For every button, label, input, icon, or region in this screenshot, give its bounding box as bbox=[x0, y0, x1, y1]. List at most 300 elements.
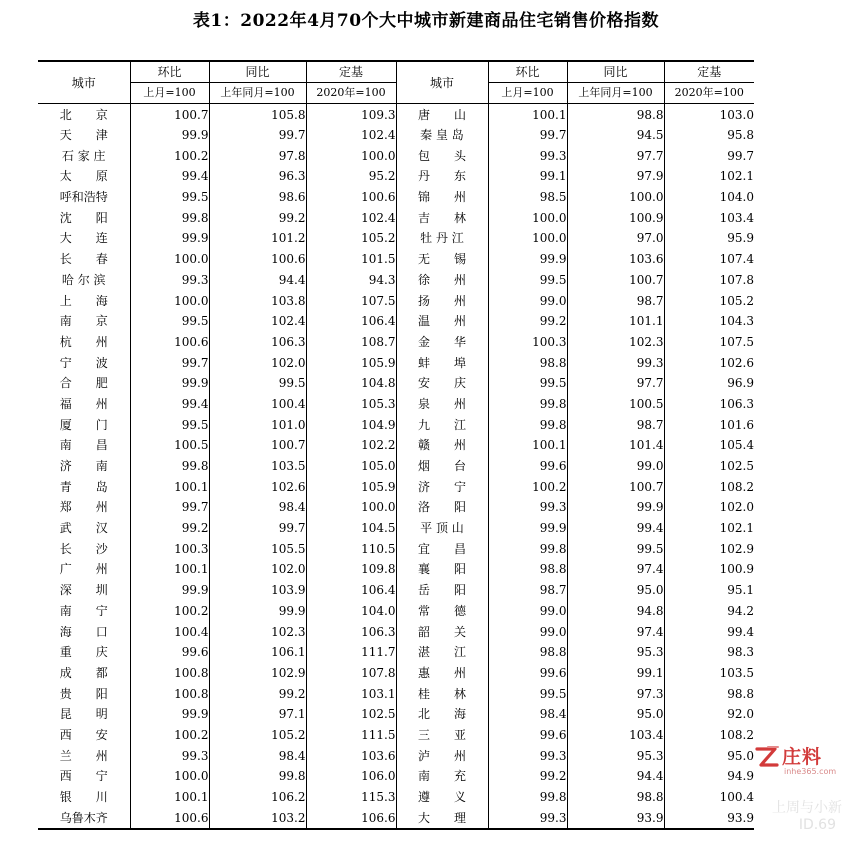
city-name-left: 上 海 bbox=[59, 293, 108, 308]
logo-site-text: inhe365.com bbox=[784, 767, 837, 776]
fixed-value-left: 105.9 bbox=[306, 352, 396, 373]
mom-value-right: 100.3 bbox=[488, 332, 567, 353]
yoy-value-right: 98.8 bbox=[567, 787, 664, 808]
fixed-value-left: 100.0 bbox=[306, 145, 396, 166]
mom-value-right: 100.1 bbox=[488, 104, 567, 125]
table-row bbox=[38, 766, 754, 787]
fixed-value-right: 94.2 bbox=[664, 601, 754, 622]
city-name-right: 唐 山 bbox=[396, 104, 488, 125]
mom-value-right: 100.1 bbox=[488, 435, 567, 456]
mom-value-left: 100.3 bbox=[130, 538, 209, 559]
yoy-value-right: 97.7 bbox=[567, 145, 664, 166]
yoy-value-left: 103.5 bbox=[209, 456, 306, 477]
table-row bbox=[38, 580, 754, 601]
mom-value-right: 99.0 bbox=[488, 290, 567, 311]
mom-value-left: 99.5 bbox=[130, 311, 209, 332]
city-name-left: 沈 阳 bbox=[59, 210, 108, 225]
mom-value-right: 99.1 bbox=[488, 166, 567, 187]
city-name-right: 丹 东 bbox=[396, 166, 488, 187]
city-name-left: 海 口 bbox=[59, 624, 108, 639]
yoy-value-right: 98.7 bbox=[567, 414, 664, 435]
mom-value-right: 99.8 bbox=[488, 787, 567, 808]
yoy-value-left: 101.2 bbox=[209, 228, 306, 249]
fixed-value-left: 104.9 bbox=[306, 414, 396, 435]
fixed-value-left: 105.0 bbox=[306, 456, 396, 477]
city-name-left: 成 都 bbox=[59, 665, 108, 680]
fixed-value-left: 101.5 bbox=[306, 249, 396, 270]
fixed-value-left: 110.5 bbox=[306, 538, 396, 559]
mom-value-left: 99.9 bbox=[130, 580, 209, 601]
table-row bbox=[38, 373, 754, 394]
table-row bbox=[38, 621, 754, 642]
fixed-value-left: 102.4 bbox=[306, 207, 396, 228]
yoy-value-right: 97.4 bbox=[567, 621, 664, 642]
city-name-left: 郑 州 bbox=[59, 500, 108, 515]
city-name-left: 天 津 bbox=[59, 128, 108, 143]
table-row bbox=[38, 414, 754, 435]
city-name-left: 宁 波 bbox=[59, 355, 108, 370]
mom-value-left: 99.4 bbox=[130, 166, 209, 187]
fixed-value-left: 109.8 bbox=[306, 559, 396, 580]
yoy-value-right: 100.0 bbox=[567, 187, 664, 208]
fixed-value-left: 105.2 bbox=[306, 228, 396, 249]
table-row bbox=[38, 332, 754, 353]
yoy-value-left: 99.7 bbox=[209, 125, 306, 146]
city-name-right: 泉 州 bbox=[396, 394, 488, 415]
watermark-line-2: ID.69 bbox=[798, 817, 836, 833]
logo-brand-text: 庄料 bbox=[782, 746, 823, 768]
table-row bbox=[38, 125, 754, 146]
mom-value-left: 100.4 bbox=[130, 621, 209, 642]
mom-value-right: 98.4 bbox=[488, 704, 567, 725]
yoy-value-left: 99.2 bbox=[209, 683, 306, 704]
mom-value-left: 100.0 bbox=[130, 249, 209, 270]
mom-value-right: 98.8 bbox=[488, 352, 567, 373]
mom-value-left: 100.1 bbox=[130, 787, 209, 808]
yoy-value-left: 106.1 bbox=[209, 642, 306, 663]
fixed-value-left: 109.3 bbox=[306, 104, 396, 125]
mom-value-right: 100.0 bbox=[488, 207, 567, 228]
yoy-value-left: 99.7 bbox=[209, 518, 306, 539]
yoy-value-right: 98.7 bbox=[567, 290, 664, 311]
mom-header-right: 环比 bbox=[488, 61, 567, 83]
city-name-left: 深 圳 bbox=[59, 583, 108, 598]
yoy-value-left: 102.4 bbox=[209, 311, 306, 332]
fixed-value-left: 102.2 bbox=[306, 435, 396, 456]
city-name-left: 厦 门 bbox=[59, 417, 108, 432]
mom-value-left: 100.8 bbox=[130, 683, 209, 704]
city-name-right: 安 庆 bbox=[396, 373, 488, 394]
yoy-value-left: 100.6 bbox=[209, 249, 306, 270]
fixed-value-left: 105.9 bbox=[306, 476, 396, 497]
fixed-value-right: 101.6 bbox=[664, 414, 754, 435]
page-title: 表1：2022年4月70个大中城市新建商品住宅销售价格指数 bbox=[192, 11, 660, 31]
fixed-header-right: 定基 bbox=[664, 61, 754, 83]
fixed-value-right: 98.8 bbox=[664, 683, 754, 704]
fixed-value-right: 100.4 bbox=[664, 787, 754, 808]
city-name-right: 韶 关 bbox=[396, 621, 488, 642]
yoy-value-left: 100.4 bbox=[209, 394, 306, 415]
mom-value-left: 100.1 bbox=[130, 559, 209, 580]
fixed-base-left: 2020年=100 bbox=[306, 83, 396, 104]
yoy-value-right: 94.5 bbox=[567, 125, 664, 146]
yoy-value-left: 105.2 bbox=[209, 725, 306, 746]
mom-value-left: 99.3 bbox=[130, 270, 209, 291]
city-name-right: 包 头 bbox=[396, 145, 488, 166]
mom-base-left: 上月=100 bbox=[130, 83, 209, 104]
table-row bbox=[38, 559, 754, 580]
yoy-value-left: 100.7 bbox=[209, 435, 306, 456]
fixed-value-right: 103.4 bbox=[664, 207, 754, 228]
yoy-value-right: 93.9 bbox=[567, 807, 664, 829]
mom-value-right: 98.5 bbox=[488, 187, 567, 208]
city-name-left: 广 州 bbox=[59, 562, 108, 577]
mom-base-right: 上月=100 bbox=[488, 83, 567, 104]
yoy-value-right: 102.3 bbox=[567, 332, 664, 353]
fixed-value-left: 102.4 bbox=[306, 125, 396, 146]
yoy-header-left: 同比 bbox=[209, 61, 306, 83]
yoy-value-right: 100.7 bbox=[567, 476, 664, 497]
table-row bbox=[38, 228, 754, 249]
fixed-value-right: 102.1 bbox=[664, 518, 754, 539]
city-name-left: 银 川 bbox=[59, 790, 108, 805]
fixed-value-left: 102.5 bbox=[306, 704, 396, 725]
mom-value-right: 98.8 bbox=[488, 642, 567, 663]
mom-value-left: 100.6 bbox=[130, 332, 209, 353]
yoy-value-right: 101.1 bbox=[567, 311, 664, 332]
fixed-value-right: 95.8 bbox=[664, 125, 754, 146]
mom-value-left: 99.9 bbox=[130, 228, 209, 249]
fixed-value-left: 111.5 bbox=[306, 725, 396, 746]
yoy-value-right: 100.7 bbox=[567, 270, 664, 291]
yoy-value-right: 99.4 bbox=[567, 518, 664, 539]
mom-value-right: 100.0 bbox=[488, 228, 567, 249]
mom-value-right: 99.5 bbox=[488, 270, 567, 291]
yoy-value-right: 94.4 bbox=[567, 766, 664, 787]
city-name-left: 北 京 bbox=[59, 107, 108, 122]
fixed-value-right: 108.2 bbox=[664, 725, 754, 746]
city-name-left: 哈 尔 滨 bbox=[61, 272, 106, 287]
fixed-value-left: 105.3 bbox=[306, 394, 396, 415]
city-name-left: 乌鲁木齐 bbox=[38, 807, 130, 829]
fixed-value-right: 107.5 bbox=[664, 332, 754, 353]
city-name-right: 遵 义 bbox=[396, 787, 488, 808]
mom-value-right: 99.8 bbox=[488, 414, 567, 435]
fixed-value-right: 102.5 bbox=[664, 456, 754, 477]
yoy-value-left: 106.3 bbox=[209, 332, 306, 353]
yoy-value-right: 97.3 bbox=[567, 683, 664, 704]
mom-value-left: 100.0 bbox=[130, 766, 209, 787]
yoy-value-right: 100.9 bbox=[567, 207, 664, 228]
mom-value-left: 99.5 bbox=[130, 414, 209, 435]
city-name-left: 长 春 bbox=[59, 252, 108, 267]
fixed-value-right: 92.0 bbox=[664, 704, 754, 725]
fixed-value-left: 107.8 bbox=[306, 663, 396, 684]
yoy-value-right: 103.4 bbox=[567, 725, 664, 746]
fixed-value-right: 107.4 bbox=[664, 249, 754, 270]
table-row bbox=[38, 290, 754, 311]
yoy-value-left: 98.6 bbox=[209, 187, 306, 208]
mom-value-right: 99.3 bbox=[488, 807, 567, 829]
yoy-value-right: 99.3 bbox=[567, 352, 664, 373]
yoy-value-right: 95.3 bbox=[567, 642, 664, 663]
fixed-header-left: 定基 bbox=[306, 61, 396, 83]
city-name-left: 南 宁 bbox=[59, 603, 108, 618]
yoy-value-left: 102.0 bbox=[209, 559, 306, 580]
yoy-value-left: 97.8 bbox=[209, 145, 306, 166]
yoy-value-right: 101.4 bbox=[567, 435, 664, 456]
yoy-value-left: 103.9 bbox=[209, 580, 306, 601]
site-logo bbox=[754, 742, 838, 794]
fixed-value-right: 98.3 bbox=[664, 642, 754, 663]
zhuangliao-logo-icon bbox=[754, 744, 780, 770]
mom-value-right: 99.3 bbox=[488, 745, 567, 766]
mom-value-left: 100.6 bbox=[130, 807, 209, 829]
yoy-value-left: 98.4 bbox=[209, 497, 306, 518]
city-name-right: 济 宁 bbox=[396, 476, 488, 497]
city-name-left: 青 岛 bbox=[59, 479, 108, 494]
yoy-value-left: 102.3 bbox=[209, 621, 306, 642]
yoy-value-right: 94.8 bbox=[567, 601, 664, 622]
fixed-value-right: 108.2 bbox=[664, 476, 754, 497]
table-row bbox=[38, 807, 754, 829]
city-name-right: 吉 林 bbox=[396, 207, 488, 228]
city-name-right: 湛 江 bbox=[396, 642, 488, 663]
table-row bbox=[38, 249, 754, 270]
fixed-value-right: 107.8 bbox=[664, 270, 754, 291]
yoy-value-right: 103.6 bbox=[567, 249, 664, 270]
fixed-value-right: 103.5 bbox=[664, 663, 754, 684]
table-row bbox=[38, 187, 754, 208]
city-name-left: 大 连 bbox=[59, 231, 108, 246]
table-row bbox=[38, 601, 754, 622]
city-name-right: 宜 昌 bbox=[396, 538, 488, 559]
yoy-value-right: 97.0 bbox=[567, 228, 664, 249]
yoy-value-left: 105.8 bbox=[209, 104, 306, 125]
yoy-value-right: 99.9 bbox=[567, 497, 664, 518]
header-row-top bbox=[38, 61, 754, 83]
fixed-value-left: 94.3 bbox=[306, 270, 396, 291]
mom-value-left: 100.0 bbox=[130, 290, 209, 311]
fixed-value-left: 95.2 bbox=[306, 166, 396, 187]
table-body bbox=[38, 104, 754, 830]
city-name-left: 杭 州 bbox=[59, 334, 108, 349]
mom-value-left: 100.2 bbox=[130, 145, 209, 166]
city-name-left: 济 南 bbox=[59, 459, 108, 474]
mom-value-right: 99.2 bbox=[488, 766, 567, 787]
mom-value-right: 99.2 bbox=[488, 311, 567, 332]
mom-value-right: 99.5 bbox=[488, 373, 567, 394]
table-row bbox=[38, 497, 754, 518]
yoy-value-right: 99.5 bbox=[567, 538, 664, 559]
city-name-right: 惠 州 bbox=[396, 663, 488, 684]
yoy-value-left: 102.9 bbox=[209, 663, 306, 684]
fixed-value-right: 106.3 bbox=[664, 394, 754, 415]
yoy-value-left: 106.2 bbox=[209, 787, 306, 808]
fixed-value-left: 100.0 bbox=[306, 497, 396, 518]
yoy-value-right: 97.4 bbox=[567, 559, 664, 580]
yoy-value-left: 103.2 bbox=[209, 807, 306, 829]
city-name-right: 温 州 bbox=[396, 311, 488, 332]
yoy-value-right: 99.0 bbox=[567, 456, 664, 477]
price-index-table bbox=[38, 60, 754, 830]
city-name-left: 南 昌 bbox=[59, 438, 108, 453]
yoy-value-right: 95.3 bbox=[567, 745, 664, 766]
city-name-right: 平 顶 山 bbox=[396, 518, 488, 539]
city-name-left: 西 安 bbox=[59, 727, 108, 742]
mom-value-right: 99.3 bbox=[488, 145, 567, 166]
city-name-right: 扬 州 bbox=[396, 290, 488, 311]
fixed-value-right: 95.0 bbox=[664, 745, 754, 766]
table-row bbox=[38, 352, 754, 373]
city-name-right: 洛 阳 bbox=[396, 497, 488, 518]
fixed-value-left: 111.7 bbox=[306, 642, 396, 663]
mom-value-left: 99.9 bbox=[130, 125, 209, 146]
city-header-right: 城市 bbox=[396, 61, 488, 104]
mom-value-right: 99.6 bbox=[488, 663, 567, 684]
yoy-header-right: 同比 bbox=[567, 61, 664, 83]
city-name-right: 秦 皇 岛 bbox=[396, 125, 488, 146]
mom-value-left: 99.7 bbox=[130, 497, 209, 518]
table-row bbox=[38, 435, 754, 456]
table-row bbox=[38, 456, 754, 477]
mom-value-right: 99.9 bbox=[488, 518, 567, 539]
fixed-base-right: 2020年=100 bbox=[664, 83, 754, 104]
city-name-right: 烟 台 bbox=[396, 456, 488, 477]
table-row bbox=[38, 642, 754, 663]
yoy-value-left: 98.4 bbox=[209, 745, 306, 766]
yoy-value-right: 99.1 bbox=[567, 663, 664, 684]
mom-value-right: 99.5 bbox=[488, 683, 567, 704]
mom-value-left: 100.1 bbox=[130, 476, 209, 497]
city-name-left: 昆 明 bbox=[59, 707, 108, 722]
fixed-value-right: 103.0 bbox=[664, 104, 754, 125]
city-name-right: 北 海 bbox=[396, 704, 488, 725]
mom-value-right: 99.8 bbox=[488, 538, 567, 559]
city-name-right: 泸 州 bbox=[396, 745, 488, 766]
yoy-base-right: 上年同月=100 bbox=[567, 83, 664, 104]
mom-value-left: 99.9 bbox=[130, 373, 209, 394]
city-name-right: 蚌 埠 bbox=[396, 352, 488, 373]
fixed-value-right: 104.0 bbox=[664, 187, 754, 208]
yoy-value-left: 99.2 bbox=[209, 207, 306, 228]
table-row bbox=[38, 683, 754, 704]
table-row bbox=[38, 725, 754, 746]
mom-value-left: 99.5 bbox=[130, 187, 209, 208]
mom-value-left: 99.3 bbox=[130, 745, 209, 766]
city-name-left: 合 肥 bbox=[59, 376, 108, 391]
city-name-left: 南 京 bbox=[59, 314, 108, 329]
fixed-value-right: 104.3 bbox=[664, 311, 754, 332]
city-name-right: 大 理 bbox=[396, 807, 488, 829]
mom-value-left: 100.7 bbox=[130, 104, 209, 125]
mom-value-left: 99.6 bbox=[130, 642, 209, 663]
table-row bbox=[38, 270, 754, 291]
fixed-value-right: 100.9 bbox=[664, 559, 754, 580]
table-row bbox=[38, 207, 754, 228]
fixed-value-right: 102.6 bbox=[664, 352, 754, 373]
watermark-line-1: 上周与小新 bbox=[772, 800, 842, 816]
city-name-left: 兰 州 bbox=[59, 748, 108, 763]
fixed-value-left: 104.0 bbox=[306, 601, 396, 622]
mom-value-left: 99.4 bbox=[130, 394, 209, 415]
yoy-value-left: 99.9 bbox=[209, 601, 306, 622]
city-name-left: 太 原 bbox=[59, 169, 108, 184]
city-name-left: 福 州 bbox=[59, 396, 108, 411]
city-name-right: 牡 丹 江 bbox=[396, 228, 488, 249]
table-row bbox=[38, 311, 754, 332]
fixed-value-left: 107.5 bbox=[306, 290, 396, 311]
table-row bbox=[38, 104, 754, 125]
yoy-value-left: 102.6 bbox=[209, 476, 306, 497]
mom-value-right: 99.0 bbox=[488, 621, 567, 642]
fixed-value-right: 94.9 bbox=[664, 766, 754, 787]
city-name-right: 无 锡 bbox=[396, 249, 488, 270]
mom-value-right: 99.6 bbox=[488, 725, 567, 746]
mom-value-left: 99.8 bbox=[130, 207, 209, 228]
yoy-value-left: 94.4 bbox=[209, 270, 306, 291]
yoy-value-right: 97.9 bbox=[567, 166, 664, 187]
yoy-value-left: 101.0 bbox=[209, 414, 306, 435]
fixed-value-left: 106.6 bbox=[306, 807, 396, 829]
yoy-value-left: 102.0 bbox=[209, 352, 306, 373]
city-name-right: 常 德 bbox=[396, 601, 488, 622]
mom-value-right: 99.9 bbox=[488, 249, 567, 270]
mom-value-right: 99.6 bbox=[488, 456, 567, 477]
city-name-right: 金 华 bbox=[396, 332, 488, 353]
city-name-right: 南 充 bbox=[396, 766, 488, 787]
city-name-left: 重 庆 bbox=[59, 645, 108, 660]
mom-value-left: 99.9 bbox=[130, 704, 209, 725]
city-name-right: 赣 州 bbox=[396, 435, 488, 456]
yoy-value-right: 95.0 bbox=[567, 704, 664, 725]
yoy-value-right: 97.7 bbox=[567, 373, 664, 394]
mom-value-left: 100.2 bbox=[130, 725, 209, 746]
city-name-right: 三 亚 bbox=[396, 725, 488, 746]
fixed-value-right: 95.1 bbox=[664, 580, 754, 601]
mom-value-right: 99.7 bbox=[488, 125, 567, 146]
yoy-value-right: 100.5 bbox=[567, 394, 664, 415]
city-name-right: 九 江 bbox=[396, 414, 488, 435]
city-name-left: 武 汉 bbox=[59, 521, 108, 536]
fixed-value-right: 102.0 bbox=[664, 497, 754, 518]
fixed-value-left: 104.8 bbox=[306, 373, 396, 394]
table-row bbox=[38, 787, 754, 808]
fixed-value-right: 105.4 bbox=[664, 435, 754, 456]
fixed-value-left: 106.3 bbox=[306, 621, 396, 642]
fixed-value-right: 95.9 bbox=[664, 228, 754, 249]
city-name-right: 徐 州 bbox=[396, 270, 488, 291]
city-name-right: 襄 阳 bbox=[396, 559, 488, 580]
yoy-base-left: 上年同月=100 bbox=[209, 83, 306, 104]
yoy-value-left: 97.1 bbox=[209, 704, 306, 725]
mom-value-right: 99.0 bbox=[488, 601, 567, 622]
fixed-value-right: 96.9 bbox=[664, 373, 754, 394]
city-name-left: 贵 阳 bbox=[59, 686, 108, 701]
yoy-value-left: 96.3 bbox=[209, 166, 306, 187]
mom-value-left: 99.2 bbox=[130, 518, 209, 539]
mom-value-right: 99.8 bbox=[488, 394, 567, 415]
city-name-left: 呼和浩特 bbox=[59, 190, 108, 205]
table-row bbox=[38, 518, 754, 539]
mom-value-left: 99.8 bbox=[130, 456, 209, 477]
mom-value-left: 99.7 bbox=[130, 352, 209, 373]
mom-value-right: 98.7 bbox=[488, 580, 567, 601]
fixed-value-left: 104.5 bbox=[306, 518, 396, 539]
fixed-value-left: 103.1 bbox=[306, 683, 396, 704]
mom-value-left: 100.5 bbox=[130, 435, 209, 456]
table-row bbox=[38, 394, 754, 415]
